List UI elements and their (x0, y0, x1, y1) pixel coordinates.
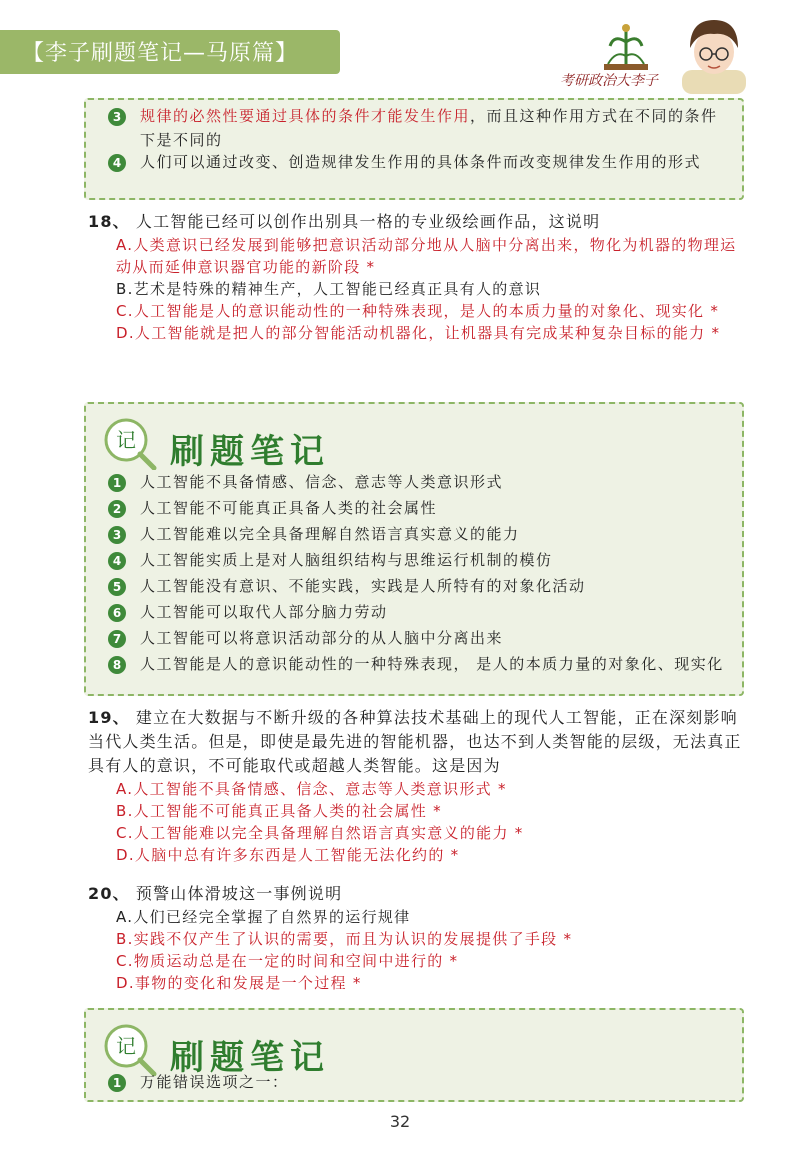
note-item-text: 万能错误选项之一： (140, 1073, 289, 1091)
option-text: 物质运动总是在一定的时间和空间中进行的 (133, 952, 444, 970)
item-number-badge: 2 (108, 500, 126, 518)
note-item (108, 600, 728, 624)
question-stem-text: 人工智能已经可以创作出别具一格的专业级绘画作品，这说明 (135, 212, 601, 231)
chapter-header-title: 【李子刷题笔记—马原篇】 (22, 41, 299, 66)
correct-mark: * (563, 930, 573, 948)
page-number: 32 (389, 1112, 411, 1131)
note-item-text: 人工智能实质上是对人脑组织结构与思维运行机制的模仿 (140, 551, 553, 569)
option-label: D. (116, 324, 135, 342)
option-b (116, 800, 750, 822)
brand-name: 考研政治大李子 (560, 73, 658, 89)
note-item-text: 人工智能可以取代人部分脑力劳动 (140, 603, 388, 621)
question-stem-text: 预警山体滑坡这一事例说明 (135, 884, 343, 903)
option-text: 事物的变化和发展是一个过程 (134, 974, 347, 992)
option-label: D. (116, 846, 135, 864)
note-item-text: 人工智能不可能真正具备人类的社会属性 (140, 499, 438, 517)
note-item-text: 人工智能是人的意识能动性的一种特殊表现， 是人的本质力量的对象化、现实化 (140, 655, 724, 673)
correct-mark: * (433, 802, 442, 820)
note-item (108, 104, 728, 152)
chapter-header-bar (0, 30, 340, 74)
question-stem (88, 882, 750, 906)
option-label: B. (116, 930, 134, 948)
question-number: 18、 (88, 212, 130, 231)
notes-header (100, 414, 360, 470)
option-d (116, 972, 750, 994)
question-stem (88, 210, 750, 234)
option-text: 人工智能是人的意识能动性的一种特殊表现，是人的本质力量的对象化、现实化 (133, 302, 705, 320)
option-a (116, 234, 750, 278)
notes-box (84, 1008, 744, 1102)
item-number-badge: 5 (108, 578, 126, 596)
question-19 (88, 706, 750, 866)
correct-mark: * (366, 258, 376, 276)
item-number-badge: 3 (108, 108, 126, 126)
option-text: 人工智能就是把人的部分智能活动机器化，让机器具有完成某种复杂目标的能力 (134, 324, 706, 342)
option-text: 艺术是特殊的精神生产，人工智能已经真正具有人的意识 (133, 280, 542, 298)
author-avatar (676, 14, 752, 94)
item-number-badge: 3 (108, 526, 126, 544)
question-stem (88, 706, 750, 778)
option-text: 人工智能不可能真正具备人类的社会属性 (133, 802, 428, 820)
option-a (116, 778, 750, 800)
option-label: B. (116, 280, 134, 298)
question-20 (88, 882, 750, 994)
notes-badge-char: 记 (116, 428, 136, 452)
correct-mark: * (450, 846, 460, 864)
correct-mark: * (514, 824, 524, 842)
option-label: C. (116, 302, 134, 320)
note-item-text: 人工智能可以将意识活动部分的从人脑中分离出来 (140, 629, 504, 647)
note-item-text: 人们可以通过改变、创造规律发生作用的具体条件而改变规律发生作用的形式 (140, 153, 702, 171)
correct-mark: * (710, 302, 720, 320)
correct-mark: * (449, 952, 459, 970)
option-label: C. (116, 824, 134, 842)
option-label: A. (116, 780, 134, 798)
notes-title: 刷题笔记 (170, 1038, 330, 1078)
question-18 (88, 210, 750, 344)
correct-mark: * (352, 974, 362, 992)
option-text: 实践不仅产生了认识的需要，而且为认识的发展提供了手段 (133, 930, 558, 948)
note-item-text: 人工智能没有意识、不能实践，实践是人所特有的对象化活动 (140, 577, 586, 595)
notes-title: 刷题笔记 (170, 432, 330, 472)
option-c (116, 300, 750, 322)
notes-badge-char: 记 (116, 1034, 136, 1058)
note-item (108, 574, 728, 598)
option-b (116, 278, 750, 300)
note-item-text-highlight: 规律的必然性要通过具体的条件才能发生作用 (140, 107, 471, 125)
note-item-text: 人工智能难以完全具备理解自然语言真实意义的能力 (140, 525, 520, 543)
option-d (116, 844, 750, 866)
item-number-badge: 1 (108, 474, 126, 492)
item-number-badge: 4 (108, 154, 126, 172)
item-number-badge: 4 (108, 552, 126, 570)
note-item (108, 1070, 728, 1094)
question-stem-text: 建立在大数据与不断升级的各种算法技术基础上的现代人工智能，正在深刻影响当代人类生活。但是，即使是最先进的智能机器，也达不到人类智能的层级，无法真正具有人的意识，不可能取代或超越人类智能。这是因为 (88, 708, 742, 775)
notes-header (100, 1020, 360, 1076)
notes-badge-icon (100, 414, 160, 470)
option-label: D. (116, 974, 135, 992)
option-c (116, 822, 750, 844)
option-text: 人工智能难以完全具备理解自然语言真实意义的能力 (133, 824, 509, 842)
option-text: 人类意识已经发展到能够把意识活动部分地从人脑中分离出来，物化为机器的物理运动从而延伸意识器官功能的新阶段 (116, 236, 737, 276)
item-number-badge: 7 (108, 630, 126, 648)
notes-badge-icon (100, 1020, 160, 1076)
option-c (116, 950, 750, 972)
option-a (116, 906, 750, 928)
note-item (108, 522, 728, 546)
correct-mark: * (497, 780, 507, 798)
item-number-badge: 8 (108, 656, 126, 674)
option-text: 人工智能不具备情感、信念、意志等人类意识形式 (133, 780, 492, 798)
option-label: A. (116, 236, 134, 254)
option-text: 人们已经完全掌握了自然界的运行规律 (133, 908, 411, 926)
option-text: 人脑中总有许多东西是人工智能无法化约的 (134, 846, 445, 864)
correct-mark: * (711, 324, 721, 342)
notes-continuation-box (84, 98, 744, 200)
note-item-text: 人工智能不具备情感、信念、意志等人类意识形式 (140, 473, 504, 491)
note-item (108, 548, 728, 572)
option-label: A. (116, 908, 134, 926)
note-item (108, 150, 728, 174)
note-item-text-rest: ，而且这种作用方式在不同的条件下是不同的 (140, 107, 718, 149)
option-d (116, 322, 750, 344)
note-item (108, 652, 728, 676)
note-item (108, 496, 728, 520)
note-item (108, 470, 728, 494)
item-number-badge: 6 (108, 604, 126, 622)
option-label: C. (116, 952, 134, 970)
item-number-badge: 1 (108, 1074, 126, 1092)
notes-box (84, 402, 744, 696)
note-item (108, 626, 728, 650)
question-number: 20、 (88, 884, 130, 903)
option-label: B. (116, 802, 134, 820)
note-item-text (140, 104, 728, 152)
option-b (116, 928, 750, 950)
question-number: 19、 (88, 708, 130, 727)
